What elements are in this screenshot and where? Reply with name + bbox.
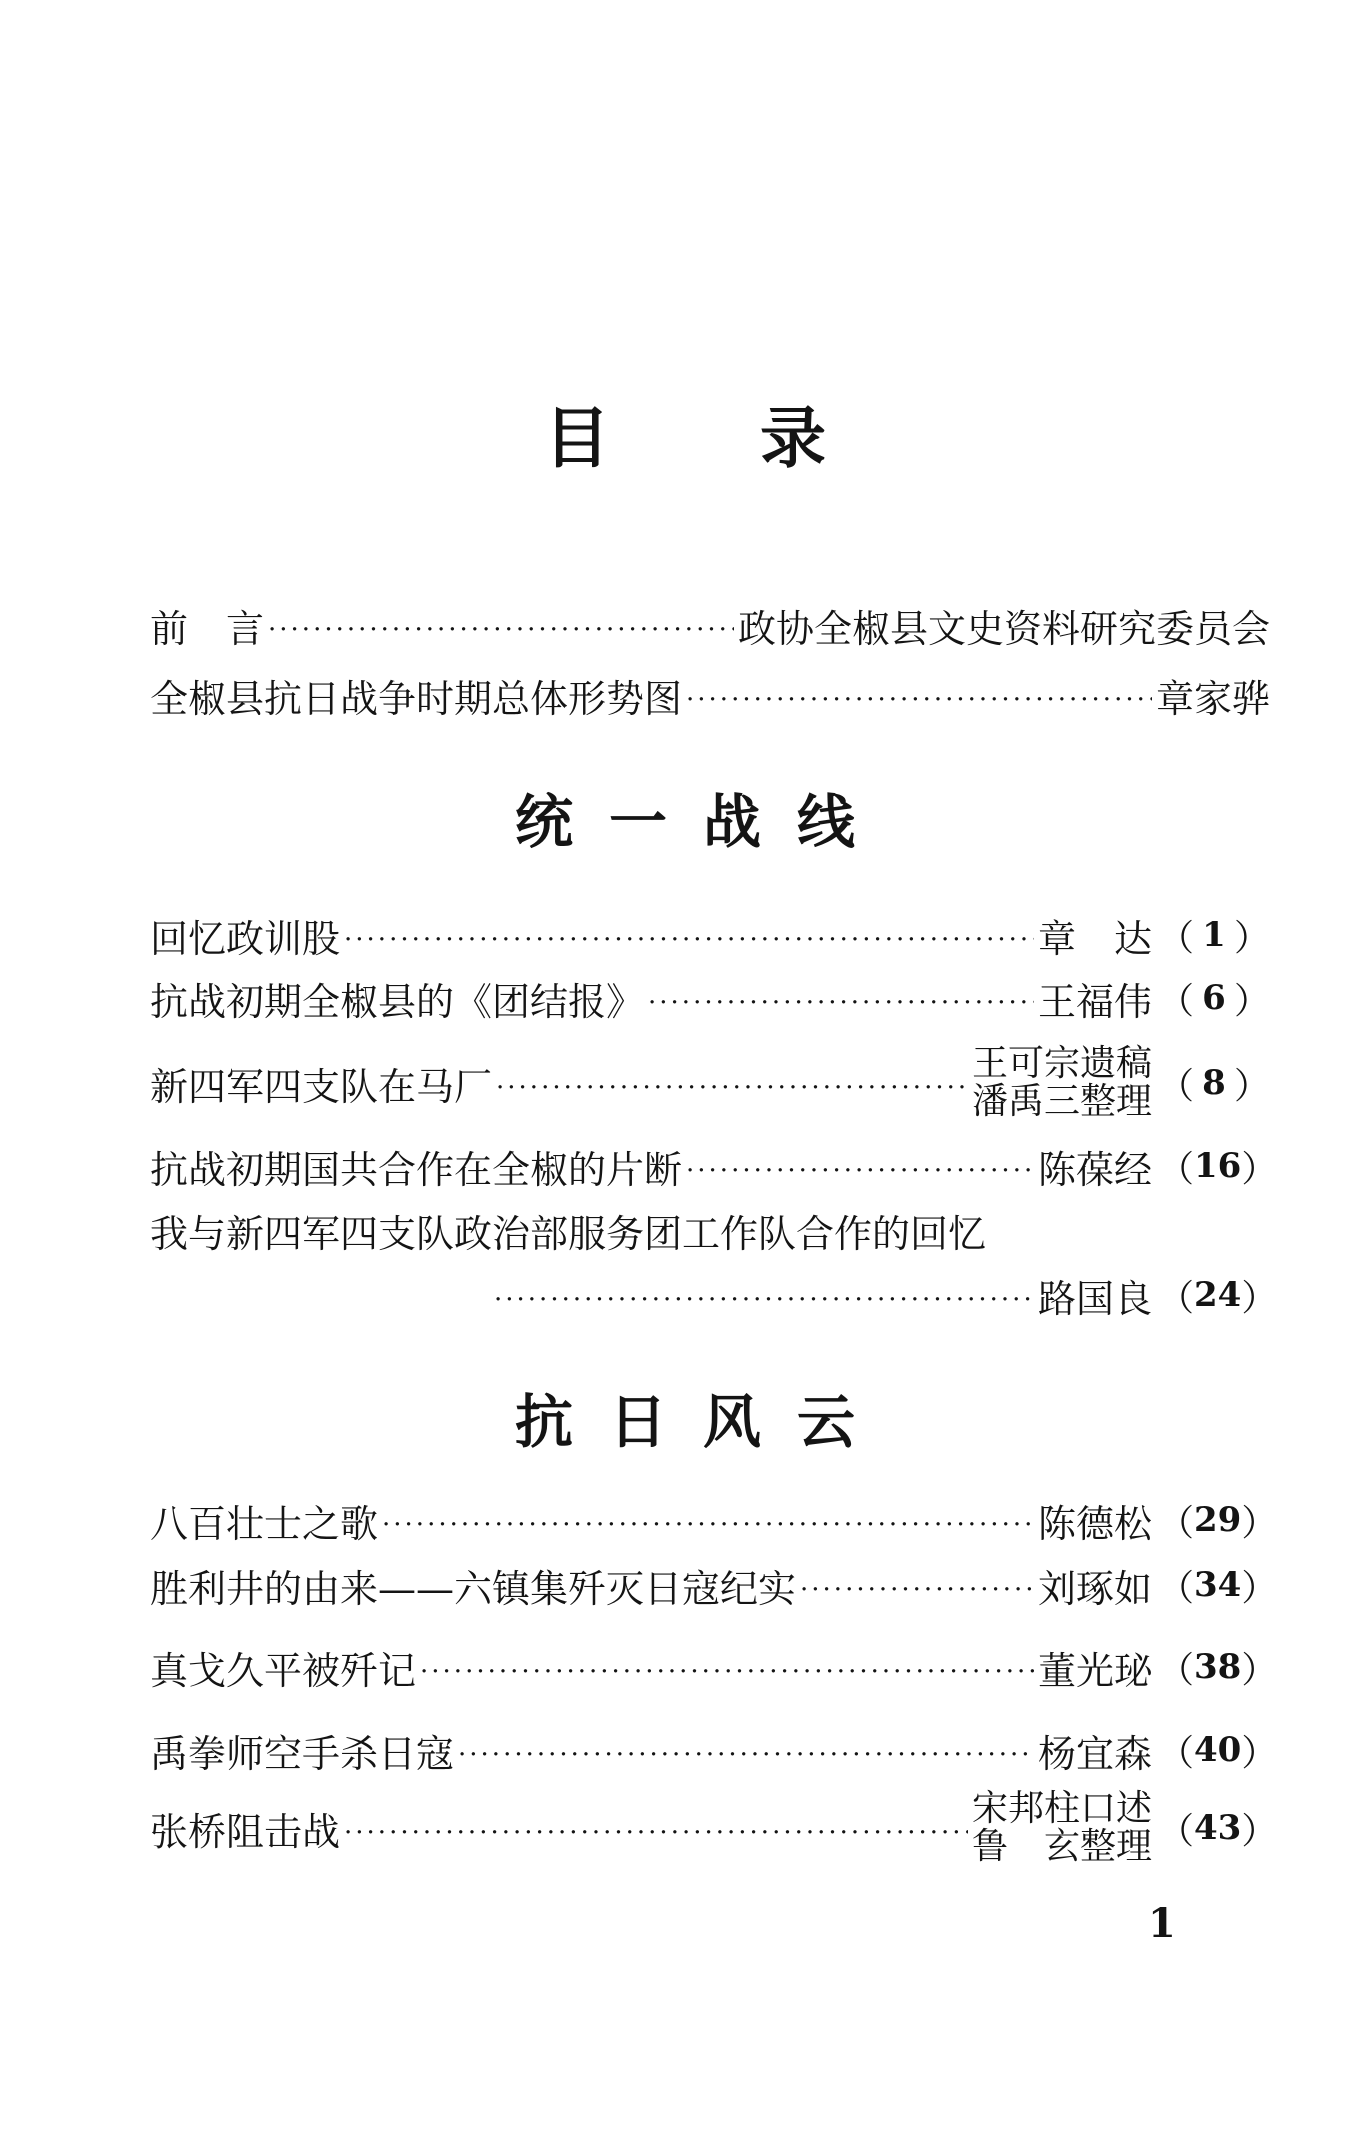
toc-entry-preface[interactable] <box>150 595 1270 655</box>
entry-title: 我与新四军四支队政治部服务团工作队合作的回忆 <box>150 1211 987 1256</box>
toc-entry[interactable] <box>150 1035 1270 1131</box>
entry-page: （ 43 ） <box>1158 1808 1278 1852</box>
entry-author: 杨宜森 <box>1037 1731 1152 1776</box>
entry-author: 刘琢如 <box>1037 1566 1152 1611</box>
entry-authors <box>972 1790 1152 1866</box>
leader-dots <box>686 677 1152 713</box>
entry-author: 政协全椒县文史资料研究委员会 <box>737 606 1270 651</box>
entry-author: 章家骅 <box>1155 676 1270 721</box>
entry-page: （ 38 ） <box>1158 1647 1278 1691</box>
entry-page: （ 29 ） <box>1158 1500 1278 1544</box>
leader-dots <box>344 917 1034 953</box>
leader-dots <box>648 980 1034 1016</box>
entry-author-line: 潘禹三整理 <box>971 1081 1152 1122</box>
toc-entry[interactable] <box>150 905 1270 965</box>
entry-title: 抗战初期国共合作在全椒的片断 <box>150 1147 683 1192</box>
toc-entry[interactable] <box>150 1490 1278 1550</box>
toc-entry-map[interactable] <box>150 665 1270 725</box>
toc-entry[interactable] <box>150 968 1270 1028</box>
entry-author: 章 达 <box>1037 916 1152 961</box>
entry-title: 真戈久平被歼记 <box>150 1648 417 1693</box>
toc-entry[interactable] <box>150 1637 1278 1697</box>
page-number: 1 <box>1148 1900 1176 1947</box>
entry-title: 胜利井的由来——六镇集歼灭日寇纪实 <box>150 1566 797 1611</box>
entry-title: 前 言 <box>150 606 265 651</box>
leader-dots <box>800 1567 1034 1603</box>
toc-entry-continuation[interactable] <box>150 1265 1278 1325</box>
entry-title: 禹拳师空手杀日寇 <box>150 1731 455 1776</box>
leader-dots <box>382 1502 1034 1538</box>
entry-author-line: 王可宗遗稿 <box>971 1043 1152 1085</box>
entry-author: 陈葆经 <box>1037 1147 1152 1192</box>
leader-dots <box>494 1277 1034 1313</box>
title-char-2: 录 <box>760 399 826 477</box>
entry-title: 抗战初期全椒县的《团结报》 <box>150 979 645 1024</box>
entry-page: （ 40 ） <box>1158 1730 1278 1774</box>
leader-dots <box>268 607 734 643</box>
toc-entry[interactable] <box>150 1720 1278 1780</box>
entry-author: 董光珌 <box>1037 1648 1152 1693</box>
entry-page: （ 24 ） <box>1158 1275 1278 1319</box>
entry-page: （ 1 ） <box>1158 915 1270 959</box>
entry-title: 全椒县抗日战争时期总体形势图 <box>150 676 683 721</box>
entry-author: 王福伟 <box>1037 979 1152 1024</box>
entry-page: （ 8 ） <box>1158 1063 1270 1107</box>
toc-entry[interactable] <box>150 1136 1278 1196</box>
leader-dots <box>458 1732 1034 1768</box>
toc-entry-title-line[interactable] <box>150 1200 1270 1260</box>
entry-author-line: 鲁 玄整理 <box>971 1826 1152 1867</box>
entry-title: 八百壮士之歌 <box>150 1501 379 1546</box>
entry-author: 陈德松 <box>1037 1501 1152 1546</box>
entry-page: （ 34 ） <box>1158 1565 1278 1609</box>
toc-entry[interactable] <box>150 1555 1278 1615</box>
entry-authors <box>972 1045 1152 1121</box>
leader-dots <box>420 1649 1034 1685</box>
entry-author-line: 宋邦柱口述 <box>971 1788 1152 1830</box>
leader-dots <box>686 1148 1034 1184</box>
entry-title: 新四军四支队在马厂 <box>150 1064 493 1109</box>
page-title <box>0 385 1370 480</box>
toc-entry[interactable] <box>150 1780 1278 1876</box>
entry-title: 回忆政训股 <box>150 916 341 961</box>
entry-page: （ 16 ） <box>1158 1146 1278 1190</box>
entry-title: 张桥阻击战 <box>150 1809 341 1854</box>
section-heading-united-front: 统 一 战 线 <box>514 788 856 856</box>
title-char-1: 目 <box>544 399 610 477</box>
entry-page: （ 6 ） <box>1158 978 1270 1022</box>
section-heading-anti-japanese: 抗 日 风 云 <box>514 1388 856 1456</box>
entry-author: 路国良 <box>1037 1276 1152 1321</box>
leader-dots <box>496 1065 968 1101</box>
leader-dots <box>344 1810 968 1846</box>
